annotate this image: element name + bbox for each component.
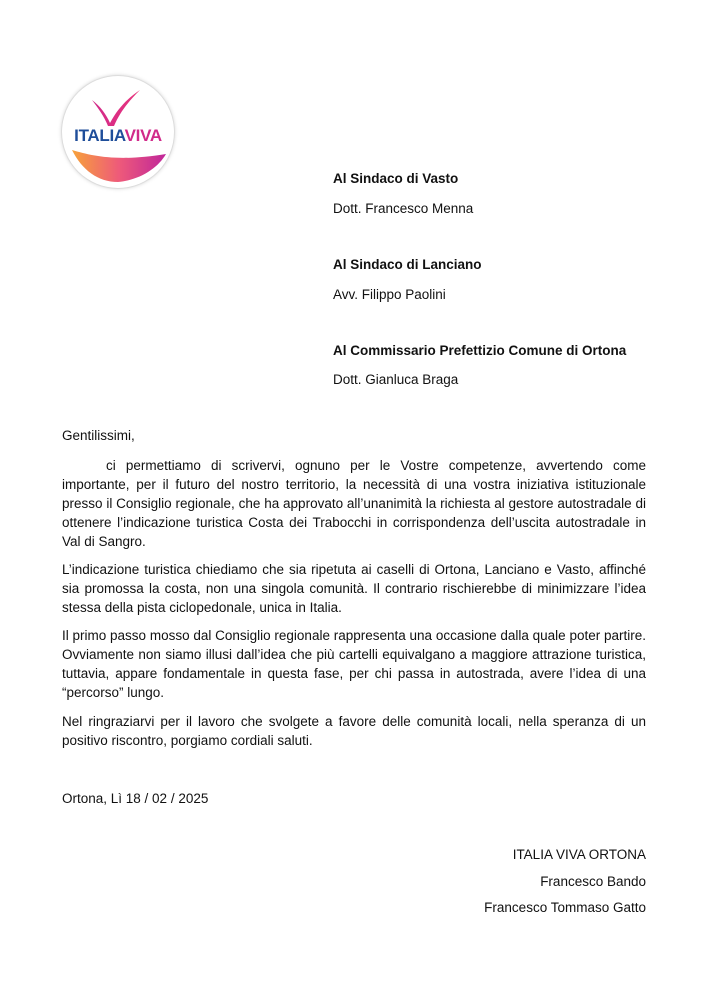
- logo-text-viva: VIVA: [124, 126, 162, 145]
- recipient-title-lanciano: Al Sindaco di Lanciano: [333, 257, 482, 272]
- body-paragraph-4: Nel ringraziarvi per il lavoro che svolgete a favore delle comunità locali, nella speranza di un positivo riscontro, porgiamo cordiali saluti.: [62, 714, 646, 748]
- signature-org: ITALIA VIVA ORTONA: [512, 847, 646, 862]
- recipient-name-ortona: Dott. Gianluca Braga: [333, 372, 459, 387]
- logo-wordmark: [62, 126, 174, 146]
- recipient-name-vasto: Dott. Francesco Menna: [333, 201, 474, 216]
- recipient-name-lanciano: Avv. Filippo Paolini: [333, 287, 446, 302]
- signature-signer-1: Francesco Bando: [540, 874, 646, 889]
- logo-text-italia: ITALIA: [74, 126, 125, 145]
- body-paragraph-1: ci permettiamo di scrivervi, ognuno per le Vostre competenze, avvertendo come importante, per il futuro del nostro territorio, la necessità di una vostra iniziativa istituzionale presso il Consiglio regionale, che ha approvato all’unanimità la richiesta al gestore autostradale di ottenere l’indicazione turistica Costa dei Trabocchi in corrispondenza dell’uscita autostradale in Val di Sangro.: [62, 458, 646, 549]
- signature-signer-2: Francesco Tommaso Gatto: [484, 900, 646, 915]
- salutation: Gentilissimi,: [62, 428, 135, 443]
- body-paragraph-3: Il primo passo mosso dal Consiglio regionale rappresenta una occasione dalla quale poter partire. Ovviamente non siamo illusi dall’idea che più cartelli equivalgano a maggiore attrazione turistica, tuttavia, appare fondamentale in questa fase, per chi passa in autostrada, avere l’idea di una “percorso” lungo.: [62, 628, 646, 700]
- body-paragraph-2: L’indicazione turistica chiediamo che sia ripetuta ai caselli di Ortona, Lanciano e Vasto, affinché sia promossa la costa, non una singola comunità. Il contrario rischierebbe di minimizzare l’idea stessa della pista ciclopedonale, unica in Italia.: [62, 562, 646, 615]
- recipient-title-vasto: Al Sindaco di Vasto: [333, 171, 459, 186]
- recipient-title-ortona: Al Commissario Prefettizio Comune di Ortona: [333, 343, 627, 358]
- italia-viva-logo: [62, 76, 174, 188]
- date-line: Ortona, Lì 18 / 02 / 2025: [62, 791, 209, 806]
